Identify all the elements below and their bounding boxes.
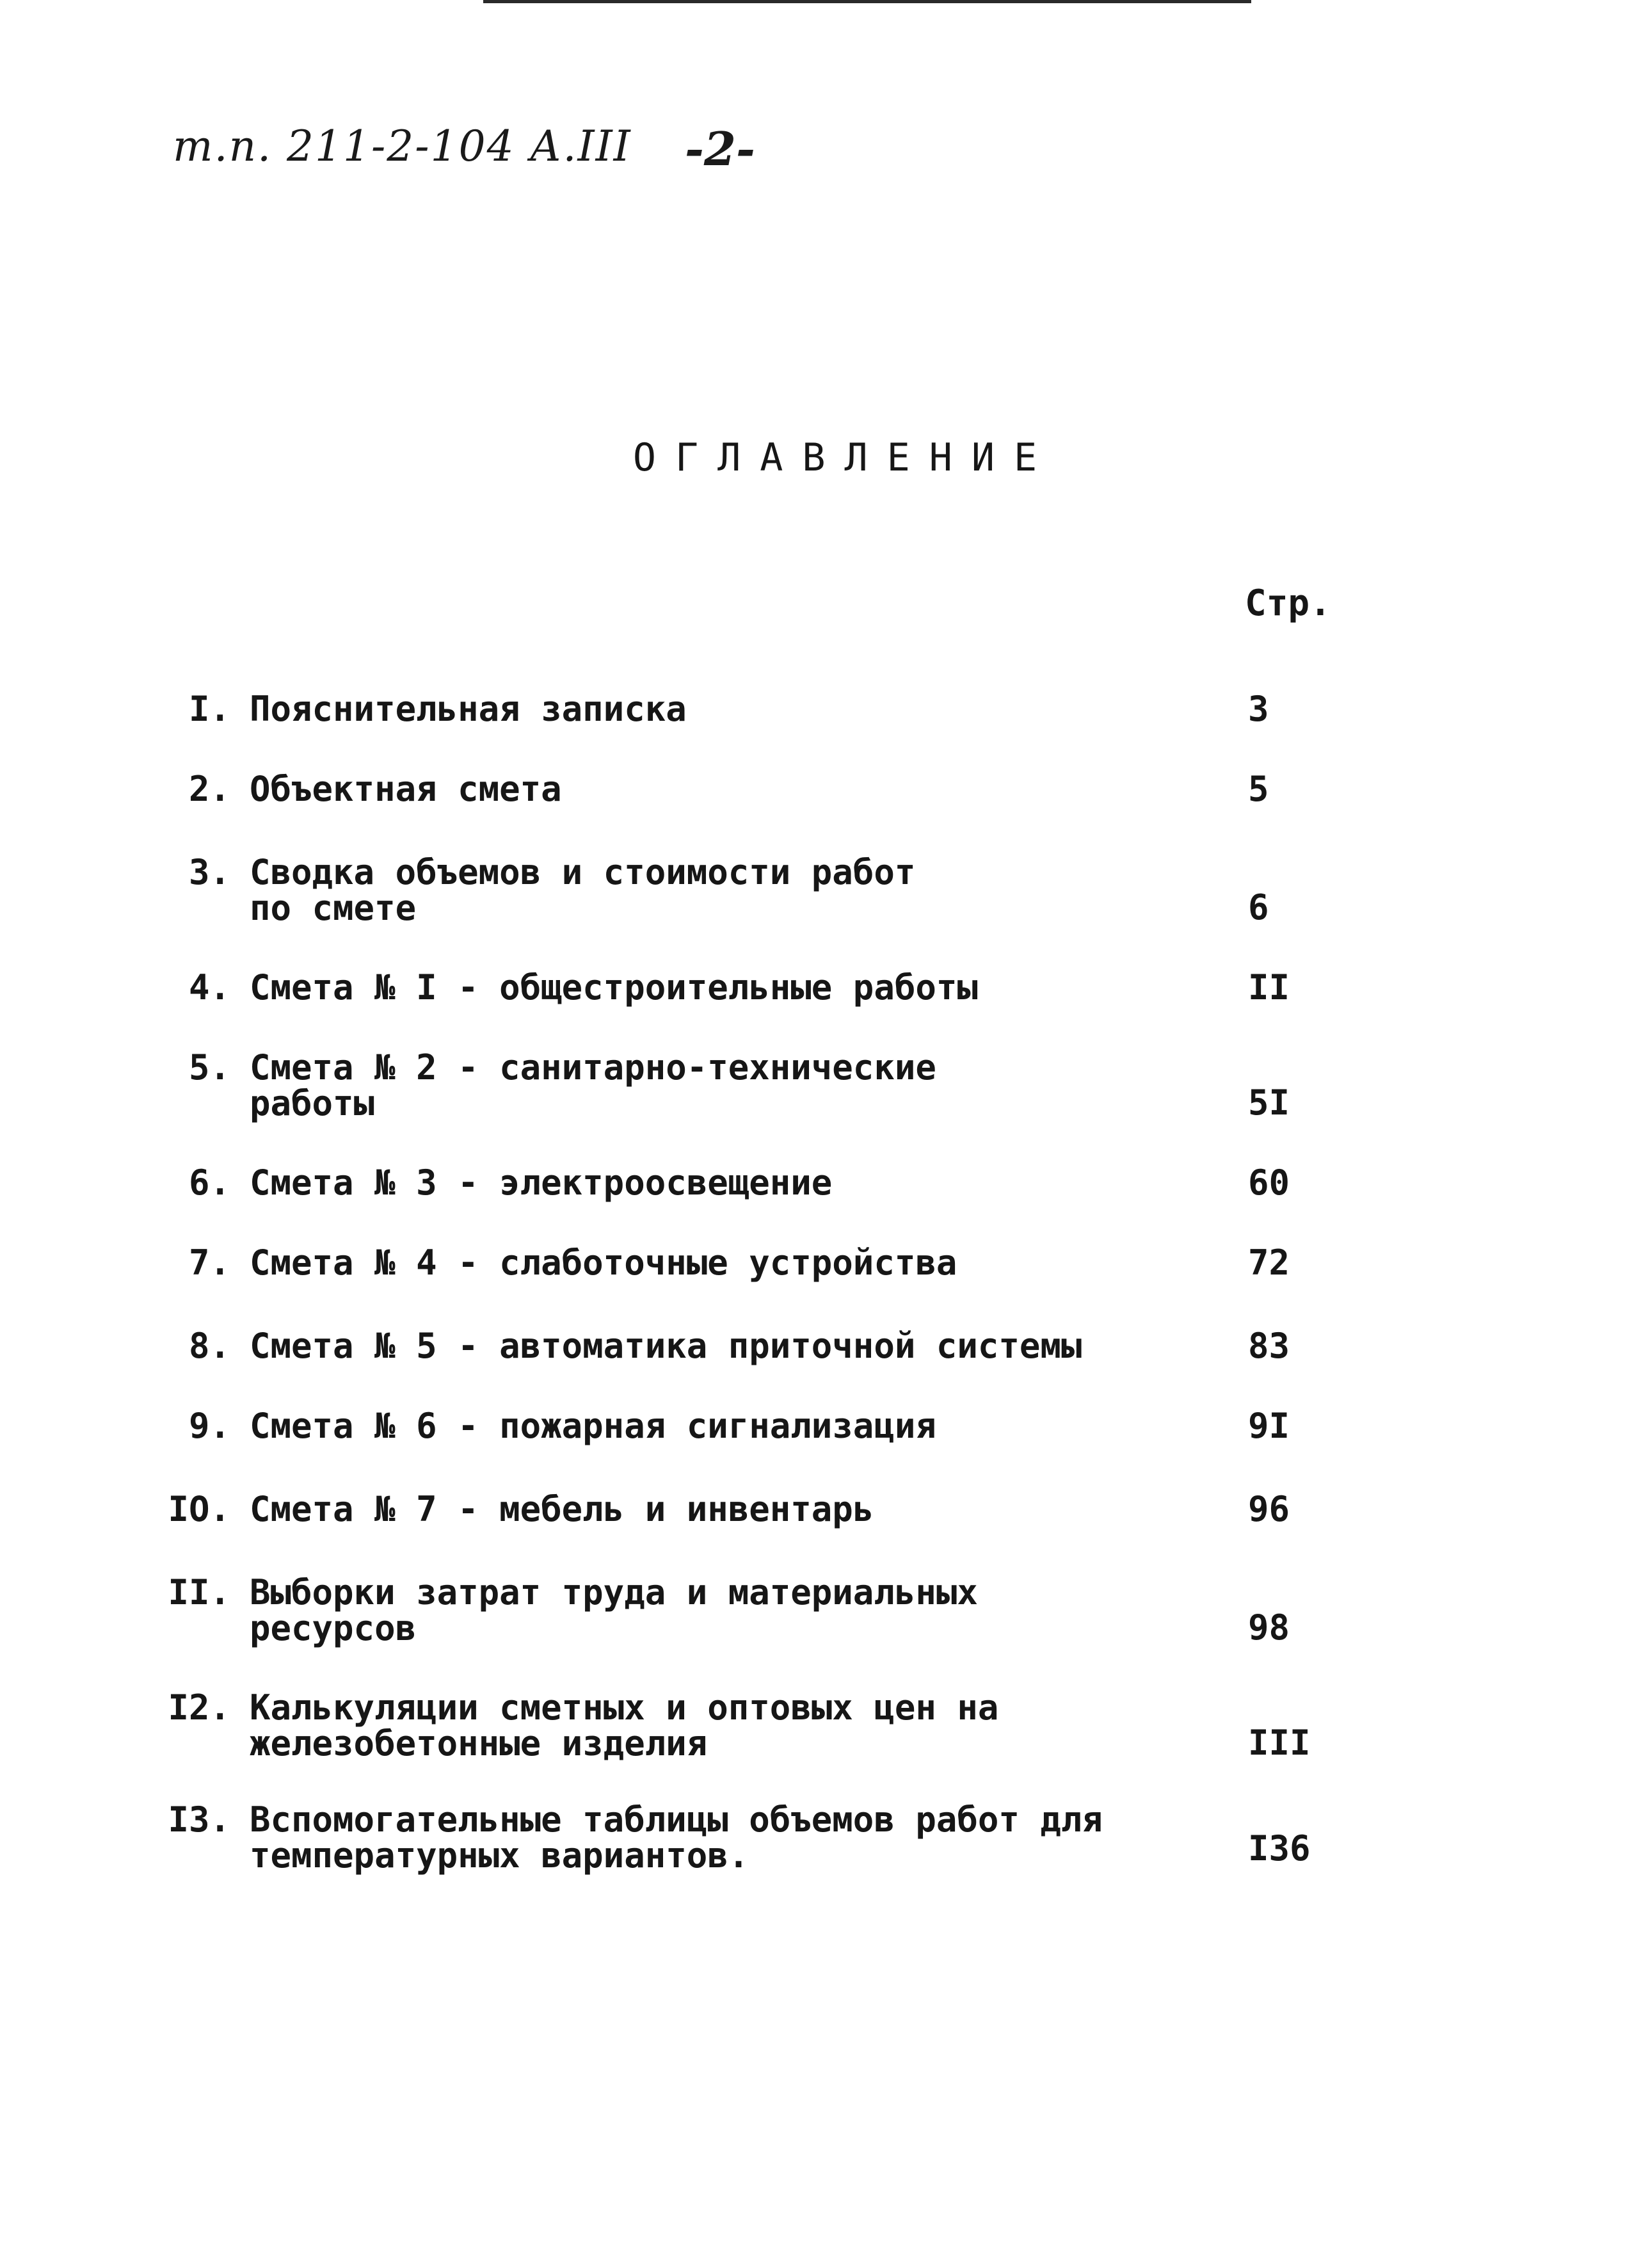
entry-title: Вспомогательные таблицы объемов работ для температурных вариантов. (250, 1799, 1103, 1876)
entry-title: Сводка объемов и стоимости работ по смете (250, 852, 916, 928)
entry-title: Смета № 4 - слаботочные устройства (250, 1243, 957, 1283)
entry-page: 60 (1248, 1162, 1290, 1203)
entry-number: II. (168, 1572, 230, 1613)
page-column-header: Стр. (1245, 583, 1331, 624)
entry-page: 83 (1248, 1326, 1290, 1366)
entry-page: II (1248, 967, 1290, 1008)
entry-number: I2. (168, 1687, 230, 1728)
document-code: т.п. 211-2-104 А.III (173, 122, 632, 171)
entry-page: I36 (1248, 1828, 1311, 1869)
entry-title: Смета № 6 - пожарная сигнализация (250, 1406, 936, 1446)
entry-title: Объектная смета (250, 769, 562, 809)
entry-title: Смета № I - общестроительные работы (250, 967, 978, 1008)
document-header (173, 115, 877, 192)
entry-page: 98 (1248, 1607, 1290, 1648)
entry-title: Смета № 2 - санитарно-технические работы (250, 1047, 936, 1123)
entry-number: 5. (188, 1047, 230, 1088)
entry-page: 5I (1248, 1082, 1290, 1123)
entry-number: 8. (188, 1326, 230, 1366)
entry-title: Выборки затрат труда и материальных ресурсов (250, 1572, 978, 1648)
entry-title: Пояснительная записка (250, 689, 687, 729)
page-title: ОГЛАВЛЕНИЕ (632, 435, 1057, 480)
entry-number: 4. (188, 967, 230, 1008)
entry-number: 6. (188, 1162, 230, 1203)
entry-number: 7. (188, 1243, 230, 1283)
entry-number: IO. (168, 1489, 230, 1529)
entry-number: 3. (188, 852, 230, 892)
entry-page: III (1248, 1723, 1311, 1763)
entry-title: Калькуляции сметных и оптовых цен на железобетонные изделия (250, 1687, 999, 1764)
entry-number: I3. (168, 1799, 230, 1840)
entry-page: 72 (1248, 1243, 1290, 1283)
entry-number: 2. (188, 769, 230, 809)
entry-title: Смета № 7 - мебель и инвентарь (250, 1489, 874, 1529)
entry-number: I. (188, 689, 230, 729)
page-number-marker: -2- (685, 122, 755, 176)
entry-page: 3 (1248, 689, 1269, 729)
entry-title: Смета № 3 - электроосвещение (250, 1162, 833, 1203)
entry-page: 9I (1248, 1406, 1290, 1446)
entry-number: 9. (188, 1406, 230, 1446)
top-edge-rule (483, 0, 1251, 3)
entry-title: Смета № 5 - автоматика приточной системы (250, 1326, 1082, 1366)
entry-page: 5 (1248, 769, 1269, 809)
entry-page: 6 (1248, 887, 1269, 928)
entry-page: 96 (1248, 1489, 1290, 1529)
